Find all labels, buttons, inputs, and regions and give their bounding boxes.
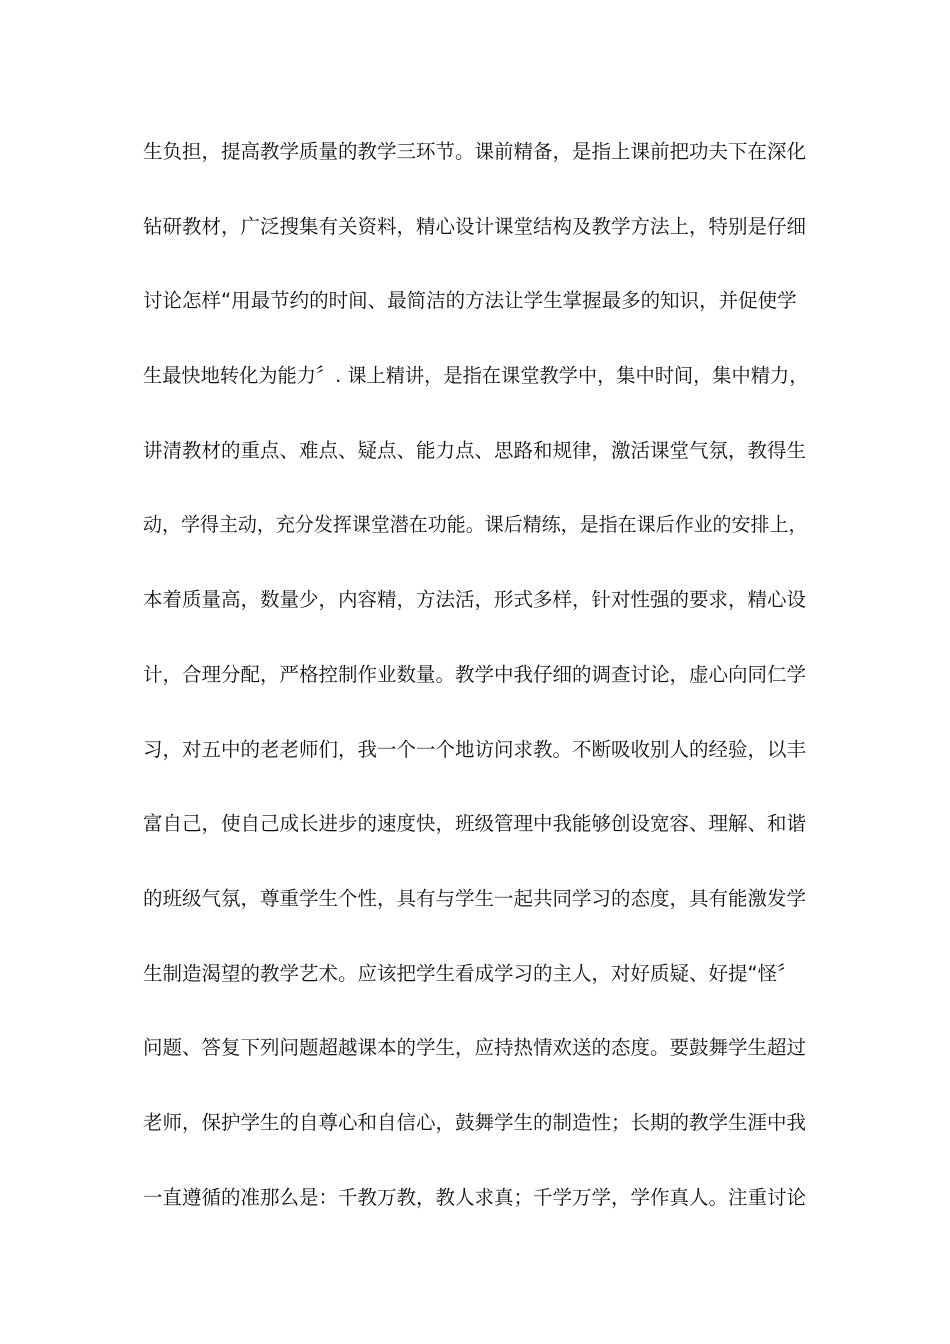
text-line: 的班级气氛，尊重学生个性，具有与学生一起共同学习的态度，具有能激发学 xyxy=(143,886,807,910)
text-line: 生最快地转化为能力〞. 课上精讲，是指在课堂教学中，集中时间，集中精力， xyxy=(143,364,809,388)
text-line: 讨论怎样“用最节约的时间、最简洁的方法让学生掌握最多的知识，并促使学 xyxy=(143,289,797,313)
text-line: 生负担，提高教学质量的教学三环节。课前精备，是指上课前把功夫下在深化 xyxy=(143,140,807,163)
text-line: 老师，保护学生的自尊心和自信心，鼓舞学生的制造性；长期的教学生涯中我 xyxy=(143,1110,807,1134)
text-line: 钻研教材，广泛搜集有关资料，精心设计课堂结构及教学方法上，特别是仔细 xyxy=(143,214,807,238)
text-line: 讲清教材的重点、难点、疑点、能力点、思路和规律，激活课堂气氛，教得生 xyxy=(143,438,807,462)
text-line: 动，学得主动，充分发挥课堂潜在功能。课后精练，是指在课后作业的安排上， xyxy=(143,513,808,537)
text-line: 富自己，使自己成长进步的速度快，班级管理中我能够创设宽容、理解、和谐 xyxy=(143,812,807,836)
text-line: 问题、答复下列问题超越课本的学生，应持热情欢送的态度。要鼓舞学生超过 xyxy=(143,1036,807,1060)
text-line: 生制造渴望的教学艺术。应该把学生看成学习的主人，对好质疑、好提“怪〞 xyxy=(143,961,797,985)
text-line: 本着质量高，数量少，内容精，方法活，形式多样，针对性强的要求，精心设 xyxy=(143,588,807,612)
text-line: 一直遵循的准那么是：千教万教，教人求真；千学万学，学作真人。注重讨论 xyxy=(143,1185,807,1209)
text-line: 计，合理分配，严格控制作业数量。教学中我仔细的调查讨论，虚心向同仁学 xyxy=(143,662,807,686)
body-text xyxy=(143,130,808,1250)
text-line: 习，对五中的老老师们，我一个一个地访问求教。不断吸收别人的经验，以丰 xyxy=(143,737,807,761)
